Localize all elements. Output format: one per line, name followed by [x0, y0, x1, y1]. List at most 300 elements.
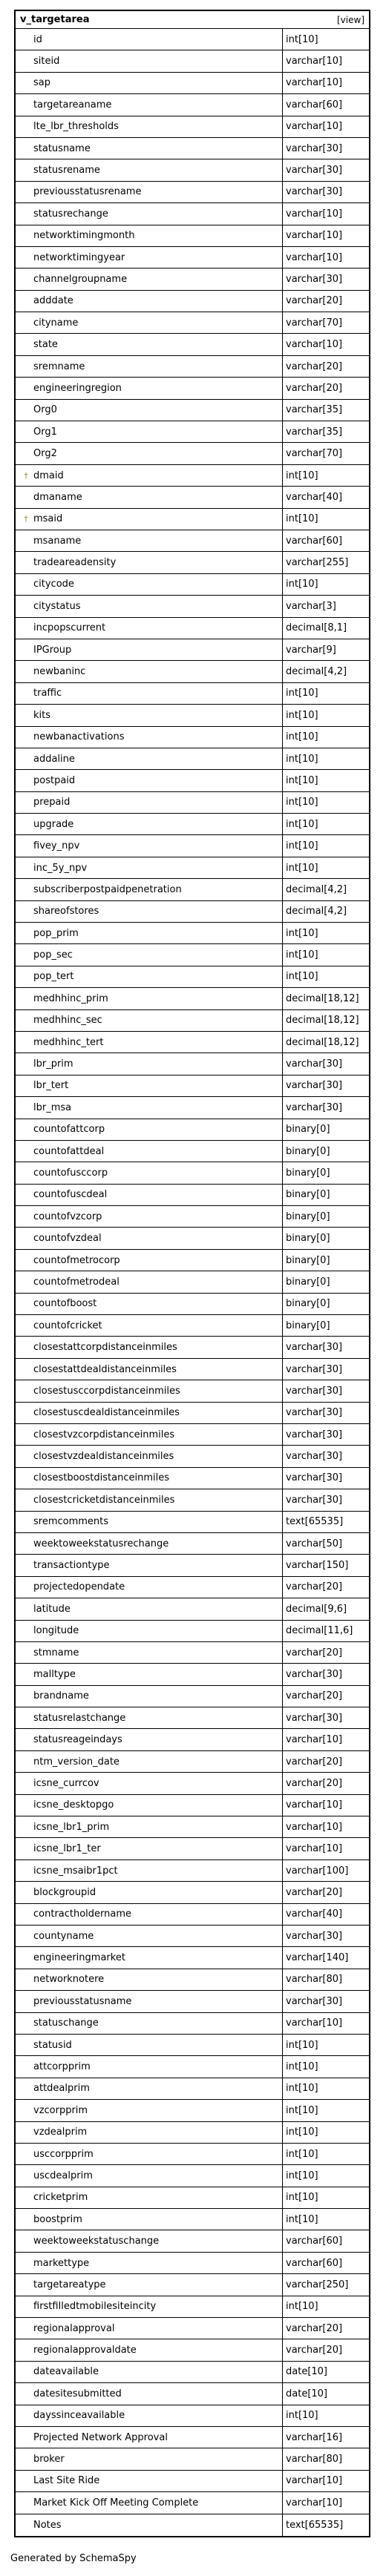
column-row — [16, 378, 369, 399]
column-row — [16, 2122, 369, 2144]
column-name-cell — [16, 901, 283, 922]
column-row — [16, 988, 369, 1009]
column-name-cell — [16, 1555, 283, 1575]
column-name: statusrelastchange — [33, 1712, 126, 1724]
column-type: varchar[30] — [286, 1101, 343, 1113]
column-type: int[10] — [286, 2039, 318, 2051]
column-name: weektoweekstatusrechange — [33, 1538, 169, 1549]
column-type: varchar[10] — [286, 251, 343, 263]
column-row — [16, 2339, 369, 2361]
column-type: varchar[10] — [286, 56, 343, 67]
column-name: countyname — [33, 1930, 94, 1942]
column-type: int[10] — [286, 774, 318, 786]
column-name: lbr_tert — [33, 1080, 69, 1092]
column-name-cell — [16, 1598, 283, 1619]
column-row — [16, 334, 369, 355]
column-row — [16, 487, 369, 508]
column-type: binary[0] — [286, 1254, 330, 1266]
column-type: varchar[35] — [286, 404, 343, 416]
column-type: int[10] — [286, 513, 318, 525]
column-name-cell — [16, 792, 283, 813]
column-name: statusid — [33, 2039, 72, 2051]
column-type: varchar[80] — [286, 2454, 343, 2465]
column-row — [16, 748, 369, 770]
column-name-cell — [16, 2253, 283, 2273]
column-type: date[10] — [286, 2388, 327, 2399]
column-type: int[10] — [286, 33, 318, 45]
column-name: closestboostdistanceinmiles — [33, 1472, 169, 1484]
column-row — [16, 225, 369, 247]
column-name: lte_lbr_thresholds — [33, 121, 119, 133]
entity-title: v_targetarea — [20, 14, 90, 25]
column-name-cell — [16, 574, 283, 595]
column-row — [16, 291, 369, 312]
column-type: varchar[60] — [286, 99, 343, 111]
column-name: prepaid — [33, 797, 71, 808]
column-name: closestusccorpdistanceinmiles — [33, 1385, 180, 1397]
column-name-cell — [16, 465, 283, 486]
column-name-cell — [16, 2013, 283, 2034]
column-name-cell — [16, 1403, 283, 1423]
column-name-cell — [16, 1751, 283, 1772]
column-type: varchar[60] — [286, 2257, 343, 2269]
column-type: varchar[40] — [286, 491, 343, 503]
column-type: varchar[80] — [286, 1974, 343, 1986]
column-name-cell — [16, 116, 283, 137]
column-row — [16, 182, 369, 203]
column-row — [16, 1424, 369, 1446]
column-type: varchar[60] — [286, 2236, 343, 2247]
column-name: brandname — [33, 1690, 89, 1702]
column-name: networktimingmonth — [33, 230, 135, 242]
column-name-cell — [16, 1729, 283, 1750]
column-name: state — [33, 339, 58, 351]
column-name: shareofstores — [33, 906, 99, 918]
column-row — [16, 683, 369, 705]
column-name: countofvzcorp — [33, 1210, 102, 1222]
column-name: medhhinc_tert — [33, 1036, 104, 1048]
column-type: decimal[4,2] — [286, 906, 347, 918]
column-name: dayssinceavailable — [33, 2410, 125, 2422]
column-row — [16, 247, 369, 269]
column-name-cell — [16, 596, 283, 616]
column-row — [16, 1686, 369, 1707]
column-type: int[10] — [286, 797, 318, 808]
column-row — [16, 159, 369, 181]
column-type: varchar[30] — [286, 273, 343, 285]
column-type: varchar[20] — [286, 1647, 343, 1658]
column-name: dateavailable — [33, 2366, 99, 2378]
column-row — [16, 1337, 369, 1358]
column-row — [16, 1969, 369, 1991]
column-name: malltype — [33, 1668, 76, 1680]
column-name: dmaname — [33, 491, 82, 503]
column-name: channelgroupname — [33, 273, 128, 285]
column-type: varchar[10] — [286, 1799, 343, 1811]
column-name-cell — [16, 1250, 283, 1271]
column-type: varchar[50] — [286, 1538, 343, 1549]
column-type: int[10] — [286, 2148, 318, 2160]
column-type: varchar[10] — [286, 1821, 343, 1833]
column-name: dmaid — [33, 470, 64, 481]
column-name-cell — [16, 1010, 283, 1031]
column-row — [16, 1838, 369, 1859]
column-name-cell — [16, 639, 283, 660]
column-name: pop_tert — [33, 971, 74, 983]
column-row — [16, 1119, 369, 1141]
column-name-cell — [16, 2144, 283, 2164]
column-name-cell — [16, 225, 283, 246]
column-row — [16, 1380, 369, 1402]
column-row — [16, 1533, 369, 1555]
column-row — [16, 1097, 369, 1119]
column-name-cell — [16, 2339, 283, 2360]
column-type: varchar[20] — [286, 295, 343, 307]
column-name-cell — [16, 1926, 283, 1946]
column-name: closestattcorpdistanceinmiles — [33, 1342, 177, 1354]
column-name-cell — [16, 1228, 283, 1248]
column-type: int[10] — [286, 2170, 318, 2181]
column-row — [16, 312, 369, 334]
column-type: varchar[10] — [286, 230, 343, 242]
column-type: varchar[30] — [286, 1472, 343, 1484]
column-name-cell — [16, 1816, 283, 1837]
column-type: text[65535] — [286, 1516, 344, 1528]
column-row — [16, 1228, 369, 1249]
column-row — [16, 1185, 369, 1206]
column-row — [16, 835, 369, 857]
column-name: datesitesubmitted — [33, 2388, 122, 2399]
column-name-cell — [16, 770, 283, 791]
column-row — [16, 1032, 369, 1053]
column-name-cell — [16, 269, 283, 289]
column-name-cell — [16, 1206, 283, 1227]
column-name: addaline — [33, 753, 75, 765]
column-type: binary[0] — [286, 1298, 330, 1310]
column-type: binary[0] — [286, 1167, 330, 1179]
column-name: attdealprim — [33, 2083, 90, 2095]
column-name: countofvzdeal — [33, 1233, 102, 1245]
column-name: subscriberpostpaidpenetration — [33, 883, 182, 895]
column-name-cell — [16, 443, 283, 464]
column-row — [16, 1555, 369, 1576]
column-type: varchar[30] — [286, 1080, 343, 1092]
column-name-cell — [16, 1882, 283, 1903]
column-row — [16, 2144, 369, 2165]
column-type: binary[0] — [286, 1145, 330, 1157]
column-type: varchar[20] — [286, 1756, 343, 1768]
column-row — [16, 1577, 369, 1598]
column-name-cell — [16, 2296, 283, 2317]
column-name: siteid — [33, 56, 60, 67]
column-row — [16, 94, 369, 116]
column-type: varchar[30] — [286, 1342, 343, 1354]
column-type: varchar[20] — [286, 2322, 343, 2334]
column-name-cell — [16, 1271, 283, 1292]
column-name: countofuscdeal — [33, 1189, 108, 1201]
column-name: previousstatusrename — [33, 186, 142, 198]
column-type: int[10] — [286, 2104, 318, 2116]
column-name: icsne_currcov — [33, 1777, 99, 1789]
column-row — [16, 2448, 369, 2470]
column-type: varchar[30] — [286, 1407, 343, 1419]
column-row — [16, 923, 369, 944]
column-name: statusname — [33, 142, 91, 154]
column-type: varchar[150] — [286, 1560, 349, 1572]
column-name-cell — [16, 421, 283, 442]
column-row — [16, 421, 369, 443]
column-name: networknotere — [33, 1974, 105, 1986]
column-name-cell — [16, 1097, 283, 1118]
column-row — [16, 661, 369, 682]
column-name: lbr_msa — [33, 1101, 72, 1113]
column-type: decimal[18,12] — [286, 992, 359, 1004]
column-name: upgrade — [33, 818, 74, 830]
column-type: int[10] — [286, 2083, 318, 2095]
column-name: medhhinc_sec — [33, 1015, 102, 1027]
column-name-cell — [16, 2209, 283, 2230]
column-row — [16, 879, 369, 900]
column-name: id — [33, 33, 42, 45]
column-name: networktimingyear — [33, 251, 125, 263]
column-name-cell — [16, 530, 283, 551]
column-name-cell — [16, 2471, 283, 2491]
column-name: closestvzdealdistanceinmiles — [33, 1451, 174, 1463]
column-row — [16, 1816, 369, 1838]
column-type: varchar[30] — [286, 142, 343, 154]
column-type: int[10] — [286, 753, 318, 765]
column-row — [16, 705, 369, 726]
column-row — [16, 2013, 369, 2035]
column-type: varchar[10] — [286, 121, 343, 133]
column-name: adddate — [33, 295, 73, 307]
column-name-cell — [16, 1707, 283, 1728]
column-name: countofattdeal — [33, 1145, 105, 1157]
column-name: contractholdername — [33, 1908, 132, 1920]
column-row — [16, 203, 369, 225]
column-name-cell — [16, 966, 283, 987]
column-name: icsne_desktopgo — [33, 1799, 114, 1811]
column-name-cell — [16, 1512, 283, 1532]
column-type: varchar[20] — [286, 1777, 343, 1789]
column-type: int[10] — [286, 709, 318, 721]
column-row — [16, 1271, 369, 1293]
column-row — [16, 792, 369, 814]
column-type: varchar[30] — [286, 1058, 343, 1070]
column-name: fivey_npv — [33, 840, 80, 852]
column-type: varchar[250] — [286, 2279, 349, 2290]
column-name-cell — [16, 683, 283, 704]
column-name: Market Kick Off Meeting Complete — [33, 2497, 199, 2509]
column-name: transactiontype — [33, 1560, 110, 1572]
column-type: varchar[30] — [286, 186, 343, 198]
column-name: countofmetrocorp — [33, 1254, 120, 1266]
column-type: varchar[16] — [286, 2431, 343, 2443]
column-row — [16, 1729, 369, 1750]
column-type: varchar[30] — [286, 1930, 343, 1942]
column-name: countofmetrodeal — [33, 1276, 120, 1288]
column-name-cell — [16, 159, 283, 180]
column-row — [16, 1162, 369, 1184]
column-type: int[10] — [286, 470, 318, 481]
column-type: varchar[70] — [286, 317, 343, 329]
column-name: postpaid — [33, 774, 76, 786]
column-name-cell — [16, 509, 283, 530]
column-name-cell — [16, 705, 283, 725]
column-type: varchar[20] — [286, 1886, 343, 1898]
column-type: varchar[10] — [286, 2497, 343, 2509]
column-name-cell — [16, 1947, 283, 1968]
column-name-cell — [16, 944, 283, 965]
column-name: Notes — [33, 2519, 62, 2531]
column-row — [16, 1359, 369, 1380]
column-name-cell — [16, 879, 283, 900]
column-type: varchar[10] — [286, 77, 343, 89]
column-row — [16, 443, 369, 464]
column-row — [16, 1075, 369, 1097]
column-type: binary[0] — [286, 1210, 330, 1222]
column-name-cell — [16, 1860, 283, 1881]
column-name-cell — [16, 400, 283, 421]
column-name-cell — [16, 29, 283, 50]
column-row — [16, 1751, 369, 1773]
column-name-cell — [16, 814, 283, 834]
column-name: inc_5y_npv — [33, 862, 88, 874]
column-name-cell — [16, 2187, 283, 2208]
column-name-cell — [16, 2514, 283, 2536]
column-name: cityname — [33, 317, 79, 329]
column-type: int[10] — [286, 2213, 318, 2225]
column-name: kits — [33, 709, 51, 721]
column-type: int[10] — [286, 2192, 318, 2204]
column-row — [16, 2165, 369, 2187]
column-name: statusrename — [33, 165, 100, 177]
column-row — [16, 1773, 369, 1794]
column-row — [16, 618, 369, 639]
column-row — [16, 2296, 369, 2318]
column-name: boostprim — [33, 2213, 82, 2225]
column-type: int[10] — [286, 840, 318, 852]
column-row — [16, 574, 369, 596]
column-row — [16, 1315, 369, 1337]
column-row — [16, 1512, 369, 1533]
column-row — [16, 2187, 369, 2209]
column-type: decimal[4,2] — [286, 666, 347, 678]
column-name: Org2 — [33, 448, 57, 460]
column-row — [16, 2383, 369, 2405]
column-row — [16, 727, 369, 748]
column-name-cell — [16, 661, 283, 682]
column-name: regionalapproval — [33, 2322, 115, 2334]
column-type: varchar[70] — [286, 448, 343, 460]
column-row — [16, 1250, 369, 1271]
column-name-cell — [16, 312, 283, 333]
column-type: int[10] — [286, 2410, 318, 2422]
column-name: sremname — [33, 360, 85, 372]
column-type: varchar[20] — [286, 382, 343, 394]
column-row — [16, 1947, 369, 1969]
column-name: Projected Network Approval — [33, 2431, 168, 2443]
column-name: sap — [33, 77, 50, 89]
column-name-cell — [16, 1686, 283, 1707]
column-name-cell — [16, 1969, 283, 1990]
column-type: decimal[9,6] — [286, 1603, 347, 1615]
column-row — [16, 2035, 369, 2056]
column-type: binary[0] — [286, 1189, 330, 1201]
column-name: targetareatype — [33, 2279, 106, 2290]
column-name-cell — [16, 291, 283, 312]
column-name-cell — [16, 94, 283, 115]
column-row — [16, 29, 369, 50]
column-name: closestvzcorpdistanceinmiles — [33, 1429, 175, 1440]
column-row — [16, 400, 369, 421]
column-name-cell — [16, 2100, 283, 2121]
column-type: date[10] — [286, 2366, 327, 2378]
column-name: projectedopendate — [33, 1581, 125, 1593]
column-name: closestattdealdistanceinmiles — [33, 1363, 177, 1375]
column-row — [16, 2078, 369, 2100]
column-row — [16, 2230, 369, 2252]
column-type: varchar[20] — [286, 1690, 343, 1702]
column-name-cell — [16, 1053, 283, 1074]
column-name-cell — [16, 1991, 283, 2012]
column-type: binary[0] — [286, 1276, 330, 1288]
column-name-cell — [16, 2448, 283, 2469]
column-name: weektoweekstatuschange — [33, 2236, 160, 2247]
column-row — [16, 2056, 369, 2078]
column-name: statusrechange — [33, 208, 108, 220]
column-name-cell — [16, 1359, 283, 1380]
column-row — [16, 465, 369, 487]
column-name-cell — [16, 2427, 283, 2448]
column-row — [16, 944, 369, 966]
column-name: stmname — [33, 1647, 79, 1658]
column-name-cell — [16, 923, 283, 943]
column-name-cell — [16, 618, 283, 639]
column-type: int[10] — [286, 688, 318, 699]
column-name: broker — [33, 2454, 65, 2465]
column-name: firstfilledtmobilesiteincity — [33, 2301, 157, 2313]
column-name: countofattcorp — [33, 1124, 105, 1136]
column-type: text[65535] — [286, 2519, 344, 2531]
column-name-cell — [16, 1664, 283, 1684]
column-name-cell — [16, 1162, 283, 1183]
column-name: icsne_lbr1_ter — [33, 1843, 101, 1855]
column-type: varchar[30] — [286, 165, 343, 177]
column-name-cell — [16, 1424, 283, 1445]
column-type: int[10] — [286, 862, 318, 874]
column-name-cell — [16, 1642, 283, 1663]
column-row — [16, 2274, 369, 2296]
column-type: decimal[18,12] — [286, 1015, 359, 1027]
column-row — [16, 356, 369, 378]
column-row — [16, 596, 369, 617]
column-row — [16, 1489, 369, 1511]
column-name: Org0 — [33, 404, 57, 416]
column-row — [16, 2100, 369, 2121]
column-name: attcorpprim — [33, 2061, 91, 2073]
column-row — [16, 966, 369, 988]
column-name-cell — [16, 2274, 283, 2295]
column-row — [16, 2471, 369, 2492]
column-name: markettype — [33, 2257, 90, 2269]
column-type: varchar[9] — [286, 644, 336, 656]
column-name-cell — [16, 73, 283, 93]
column-name-cell — [16, 378, 283, 398]
column-name-cell — [16, 2078, 283, 2099]
column-row — [16, 2405, 369, 2427]
column-name: newbanactivations — [33, 731, 125, 743]
